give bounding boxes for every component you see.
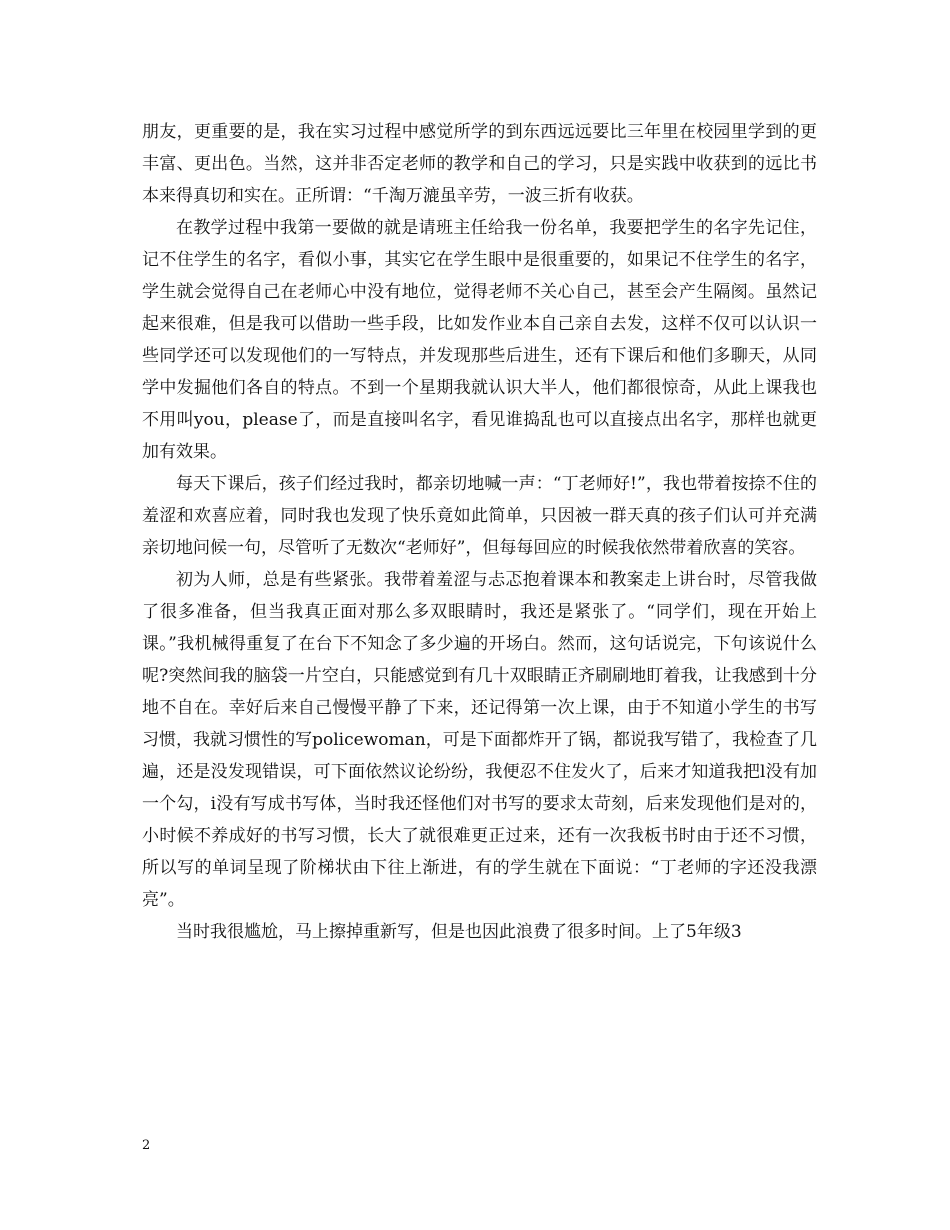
paragraph-4: 初为人师，总是有些紧张。我带着羞涩与忐忑抱着课本和教案走上讲台时，尽管我做了很多准备，但当我真正面对那么多双眼睛时，我还是紧张了。“同学们，现在开始上课。”我机械得重复了在台下不知念了多少遍的开场白。然而，这句话说完，下句该说什么呢?突然间我的脑袋一片空白，只能感觉到有几十双眼睛正齐刷刷地盯着我，让我感到十分地不自在。幸好后来自己慢慢平静了下来，还记得第一次上课，由于不知道小学生的书写习惯，我就习惯性的写policewoman，可是下面都炸开了锅，都说我写错了，我检查了几遍，还是没发现错误，可下面依然议论纷纷，我便忍不住发火了，后来才知道我把l没有加一个勾，i没有写成书写体，当时我还怪他们对书写的要求太苛刻，后来发现他们是对的，小时候不养成好的书写习惯，长大了就很难更正过来，还有一次我板书时由于还不习惯，所以写的单词呈现了阶梯状由下往上渐进，有的学生就在下面说：“丁老师的字还没我漂亮”。: [142, 570, 817, 910]
paragraph-2: 在教学过程中我第一要做的就是请班主任给我一份名单，我要把学生的名字先记住，记不住学生的名字，看似小事，其实它在学生眼中是很重要的，如果记不住学生的名字，学生就会觉得自己在老师心中没有地位，觉得老师不关心自己，甚至会产生隔阂。虽然记起来很难，但是我可以借助一些手段，比如发作业本自己亲自去发，这样不仅可以认识一些同学还可以发现他们的一写特点，并发现那些后进生，还有下课后和他们多聊天，从同学中发掘他们各自的特点。不到一个星期我就认识大半人，他们都很惊奇，从此上课我也不用叫you，please了，而是直接叫名字，看见谁捣乱也可以直接点出名字，那样也就更加有效果。: [142, 218, 817, 462]
paragraph-1: 朋友，更重要的是，我在实习过程中感觉所学的到东西远远要比三年里在校园里学到的更丰富、更出色。当然，这并非否定老师的教学和自己的学习，只是实践中收获到的远比书本来得真切和实在。正所谓：“千淘万漉虽辛劳，一波三折有收获。: [142, 122, 817, 206]
page-number: 2: [142, 1138, 151, 1153]
body-text: [142, 116, 817, 948]
paragraph-3: 每天下课后，孩子们经过我时，都亲切地喊一声：“丁老师好!”，我也带着按捺不住的羞涩和欢喜应着，同时我也发现了快乐竟如此简单，只因被一群天真的孩子们认可并充满亲切地问候一句，尽管听了无数次“老师好”，但每每回应的时候我依然带着欣喜的笑容。: [142, 474, 817, 558]
paragraph-5: 当时我很尴尬，马上擦掉重新写，但是也因此浪费了很多时间。上了5年级3: [176, 922, 742, 942]
